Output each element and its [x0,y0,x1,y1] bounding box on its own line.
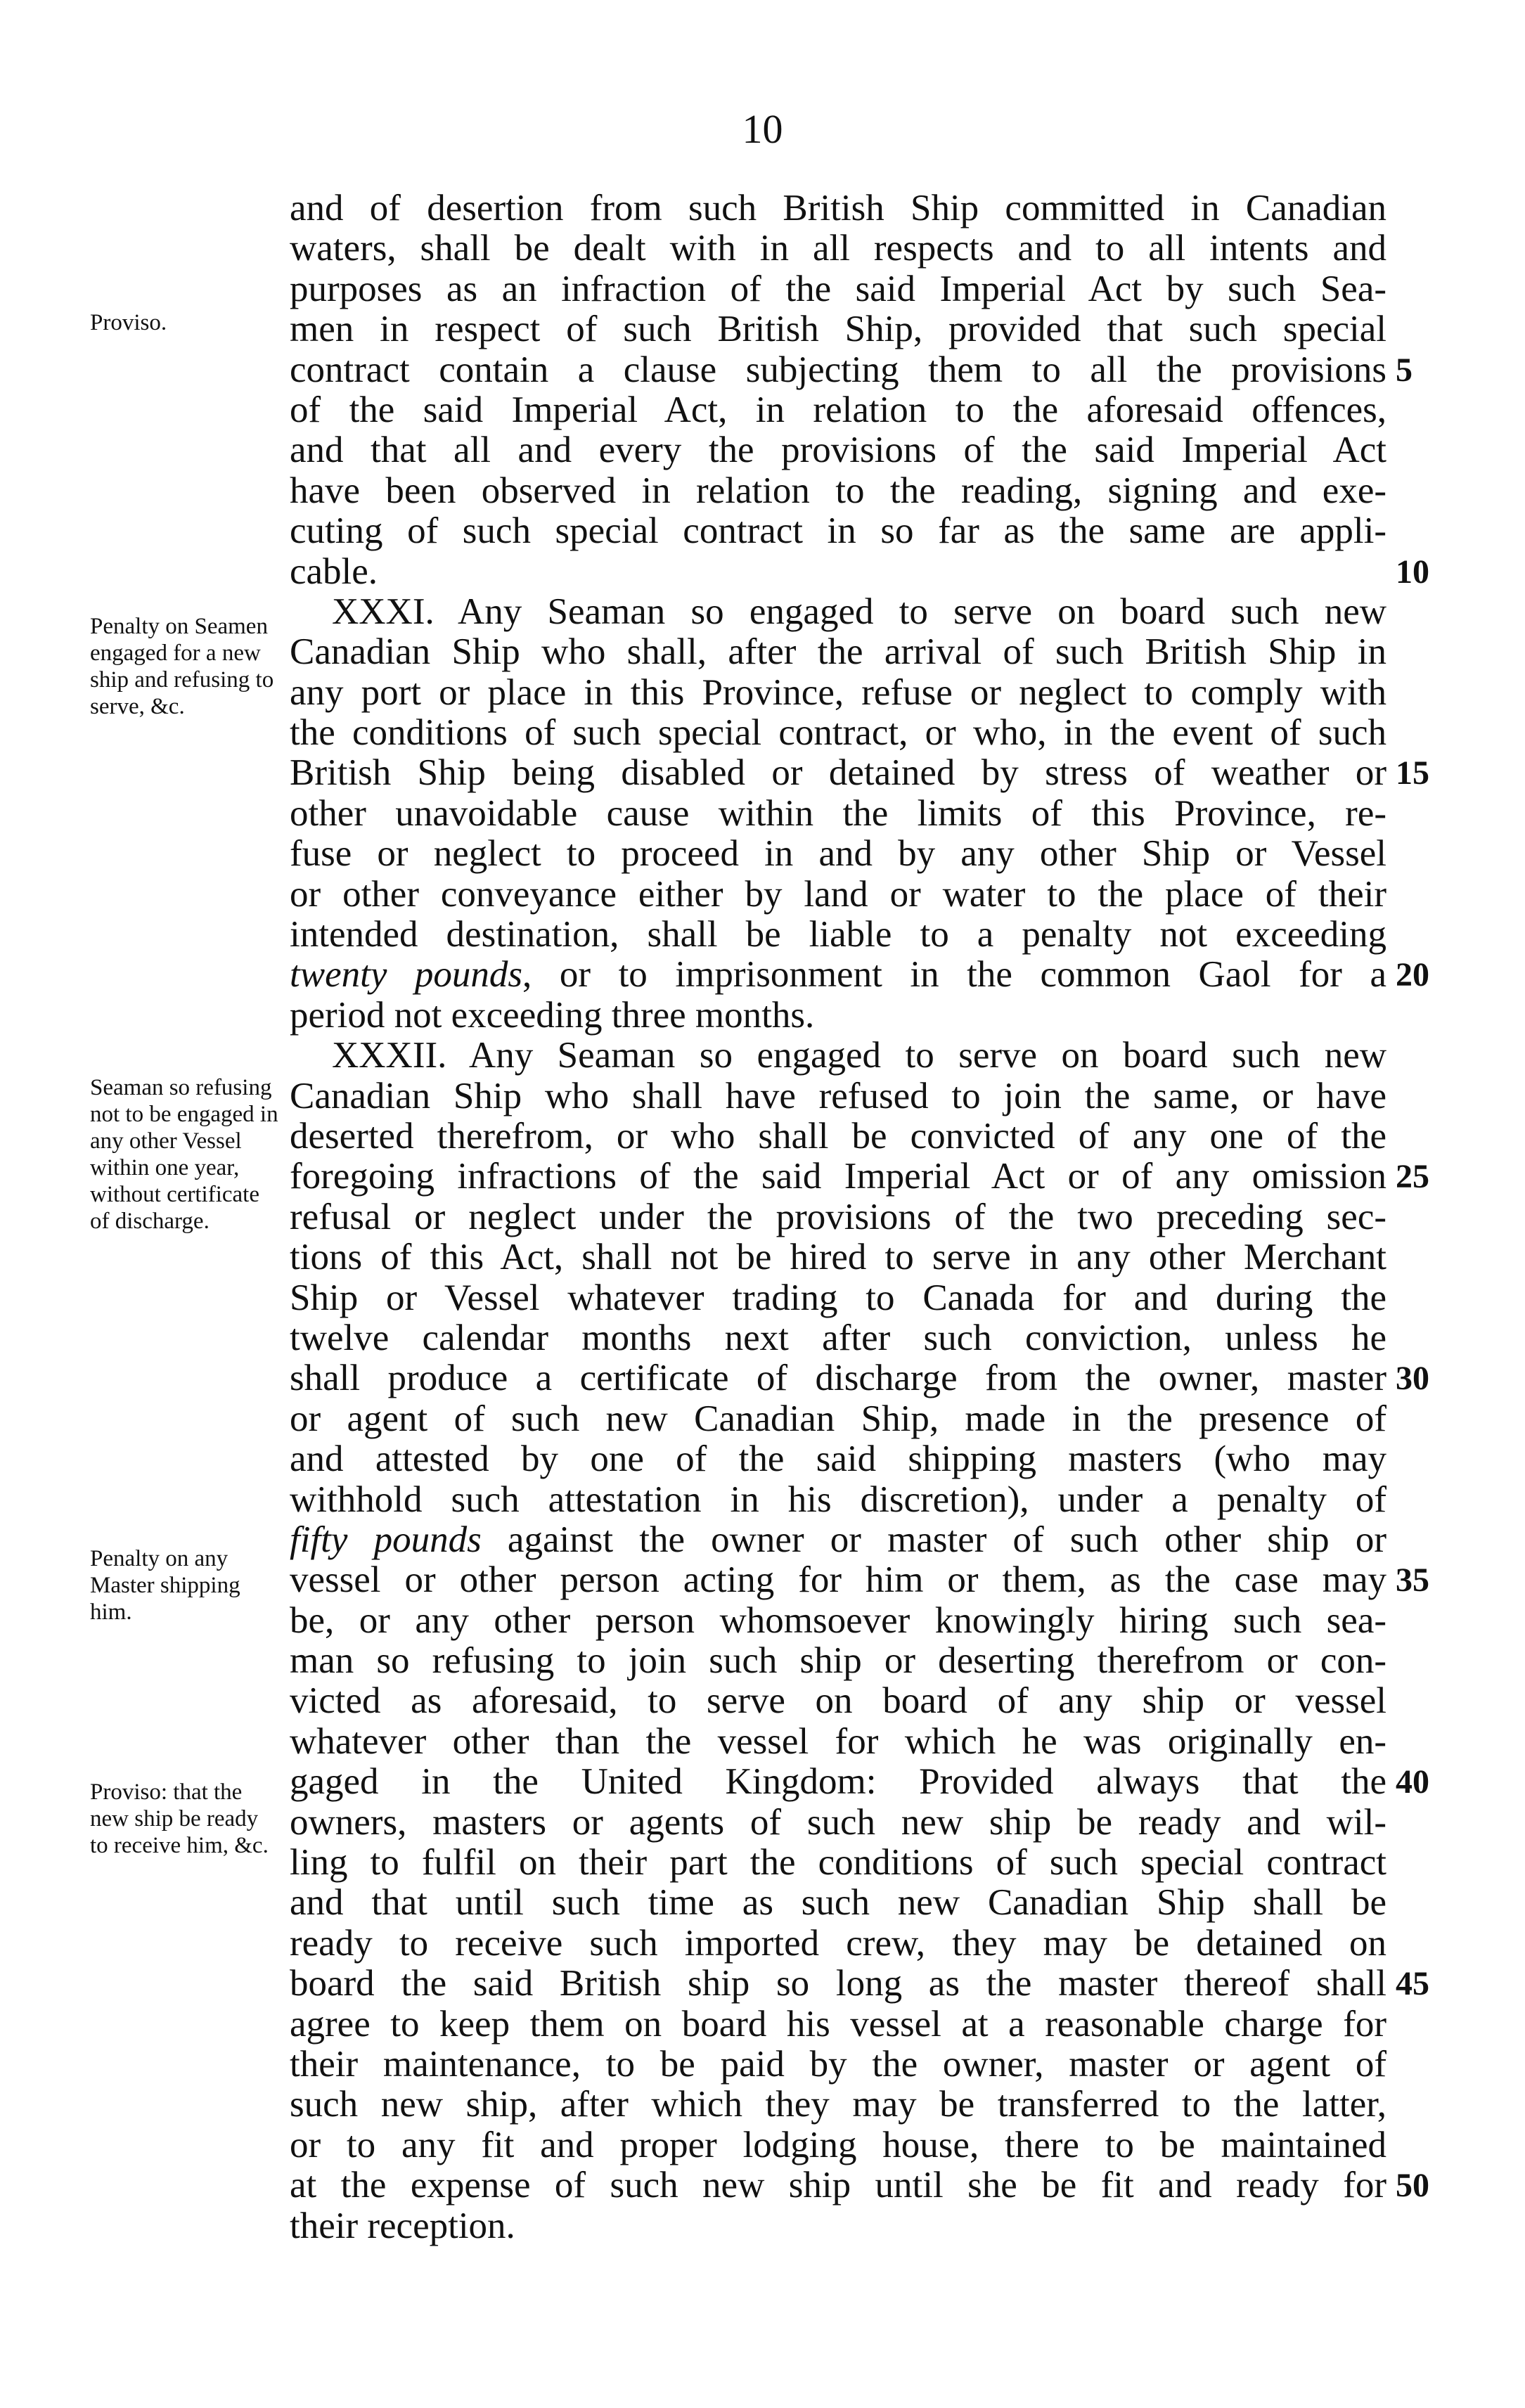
body-line: waters, shall be dealt with in all respects and to all intents and [290,228,1386,269]
margin-note-proviso: Proviso. [90,310,167,335]
body-line: have been observed in relation to the reading, signing and exe- [290,470,1386,511]
section-number: XXXII. [332,1036,447,1076]
body-line: such new ship, after which they may be transferred to the latter, [290,2085,1386,2125]
body-line: period not exceeding three months. [290,994,815,1036]
line-number: 35 [1396,1562,1429,1599]
margin-note-penalty-master: Penalty on any Master shipping him. [90,1546,240,1625]
body-line: XXXI. Any Seaman so engaged to serve on board such new [332,591,1386,632]
line-number: 50 [1396,2167,1429,2205]
line-number: 15 [1396,754,1429,792]
body-line: other unavoidable cause within the limits of this Province, re- [290,793,1386,834]
body-line: tions of this Act, shall not be hired to serve in any other Merchant [290,1237,1386,1278]
page-number: 10 [742,106,783,152]
line-number: 40 [1396,1763,1429,1801]
body-line: board the said British ship so long as the master thereof shall [290,1964,1386,2004]
body-line: contract contain a clause subjecting them to all the provisions [290,349,1386,390]
body-line: fuse or neglect to proceed in and by any other Ship or Vessel [290,834,1386,875]
body-line: foregoing infractions of the said Imperial Act or of any omission [290,1157,1386,1197]
body-line: withhold such attestation in his discretion), under a penalty of [290,1479,1386,1520]
body-line: Canadian Ship who shall, after the arrival of such British Ship in [290,632,1386,673]
line-number: 45 [1396,1965,1429,2003]
margin-note-seaman-refusing: Seaman so refusing not to be engaged in any other Vessel within one year, without certificate of discharge. [90,1075,278,1234]
body-line: or to any fit and proper lodging house, there to be maintained [290,2125,1386,2165]
body-line: of the said Imperial Act, in relation to the aforesaid offences, [290,389,1386,430]
line-number: 20 [1396,956,1429,994]
body-line: man so refusing to join such ship or deserting therefrom or con- [290,1641,1386,1682]
body-line: and that until such time as such new Canadian Ship shall be [290,1883,1386,1924]
body-line: twenty pounds, or to imprisonment in the common Gaol for a [290,955,1386,996]
body-line: refusal or neglect under the provisions of the two preceding sec- [290,1197,1386,1237]
body-line: their maintenance, to be paid by the owner, master or agent of [290,2044,1386,2085]
body-line: and that all and every the provisions of the said Imperial Act [290,430,1386,471]
body-line: and of desertion from such British Ship committed in Canadian [290,188,1386,228]
body-line: cable. [290,551,378,592]
body-line: the conditions of such special contract, or who, in the event of such [290,713,1386,754]
margin-note-penalty-seamen: Penalty on Seamen engaged for a new ship and refusing to serve, &c. [90,614,274,719]
body-line: victed as aforesaid, to serve on board of any ship or vessel [290,1681,1386,1722]
italic-amount: fifty pounds [290,1519,482,1560]
italic-amount: twenty pounds [290,955,523,996]
body-line: owners, masters or agents of such new ship be ready and wil- [290,1802,1386,1843]
body-line: or other conveyance either by land or water to the place of their [290,874,1386,915]
body-line: any port or place in this Province, refuse or neglect to comply with [290,672,1386,713]
body-line: purposes as an infraction of the said Imperial Act by such Sea- [290,269,1386,309]
body-line: XXXII. Any Seaman so engaged to serve on board such new [332,1036,1386,1076]
body-line: Canadian Ship who shall have refused to join the same, or have [290,1076,1386,1116]
body-line: ready to receive such imported crew, they may be detained on [290,1923,1386,1964]
body-line: ling to fulfil on their part the conditions of such special contract [290,1843,1386,1884]
body-line: vessel or other person acting for him or them, as the case may [290,1560,1386,1601]
body-line: at the expense of such new ship until she be fit and ready for [290,2165,1386,2206]
body-line: fifty pounds against the owner or master of such other ship or [290,1519,1386,1560]
body-line: or agent of such new Canadian Ship, made in the presence of [290,1398,1386,1439]
body-line: gaged in the United Kingdom: Provided always that the [290,1762,1386,1803]
line-number: 10 [1396,553,1429,591]
line-number: 5 [1396,351,1413,389]
body-line: Ship or Vessel whatever trading to Canada for and during the [290,1277,1386,1318]
main-text [290,188,1386,2246]
body-line: shall produce a certificate of discharge from the owner, master [290,1358,1386,1399]
body-line: be, or any other person whomsoever knowingly hiring such sea- [290,1600,1386,1641]
body-line: cuting of such special contract in so far as the same are appli- [290,511,1386,552]
margin-note-proviso-ready: Proviso: that the new ship be ready to receive him, &c. [90,1779,269,1858]
line-number: 30 [1396,1360,1429,1398]
body-line: intended destination, shall be liable to a penalty not exceeding [290,915,1386,955]
body-line: whatever other than the vessel for which he was originally en- [290,1721,1386,1762]
body-line: agree to keep them on board his vessel at a reasonable charge for [290,2004,1386,2045]
body-line: their reception. [290,2205,515,2246]
line-number: 25 [1396,1158,1429,1196]
body-line: twelve calendar months next after such conviction, unless he [290,1318,1386,1358]
body-line: deserted therefrom, or who shall be convicted of any one of the [290,1116,1386,1157]
body-line: men in respect of such British Ship, provided that such special [290,309,1386,350]
section-number: XXXI. [332,591,435,632]
line-number-column [1396,188,1452,2246]
body-line: and attested by one of the said shipping masters (who may [290,1439,1386,1480]
body-line: British Ship being disabled or detained by stress of weather or [290,753,1386,794]
